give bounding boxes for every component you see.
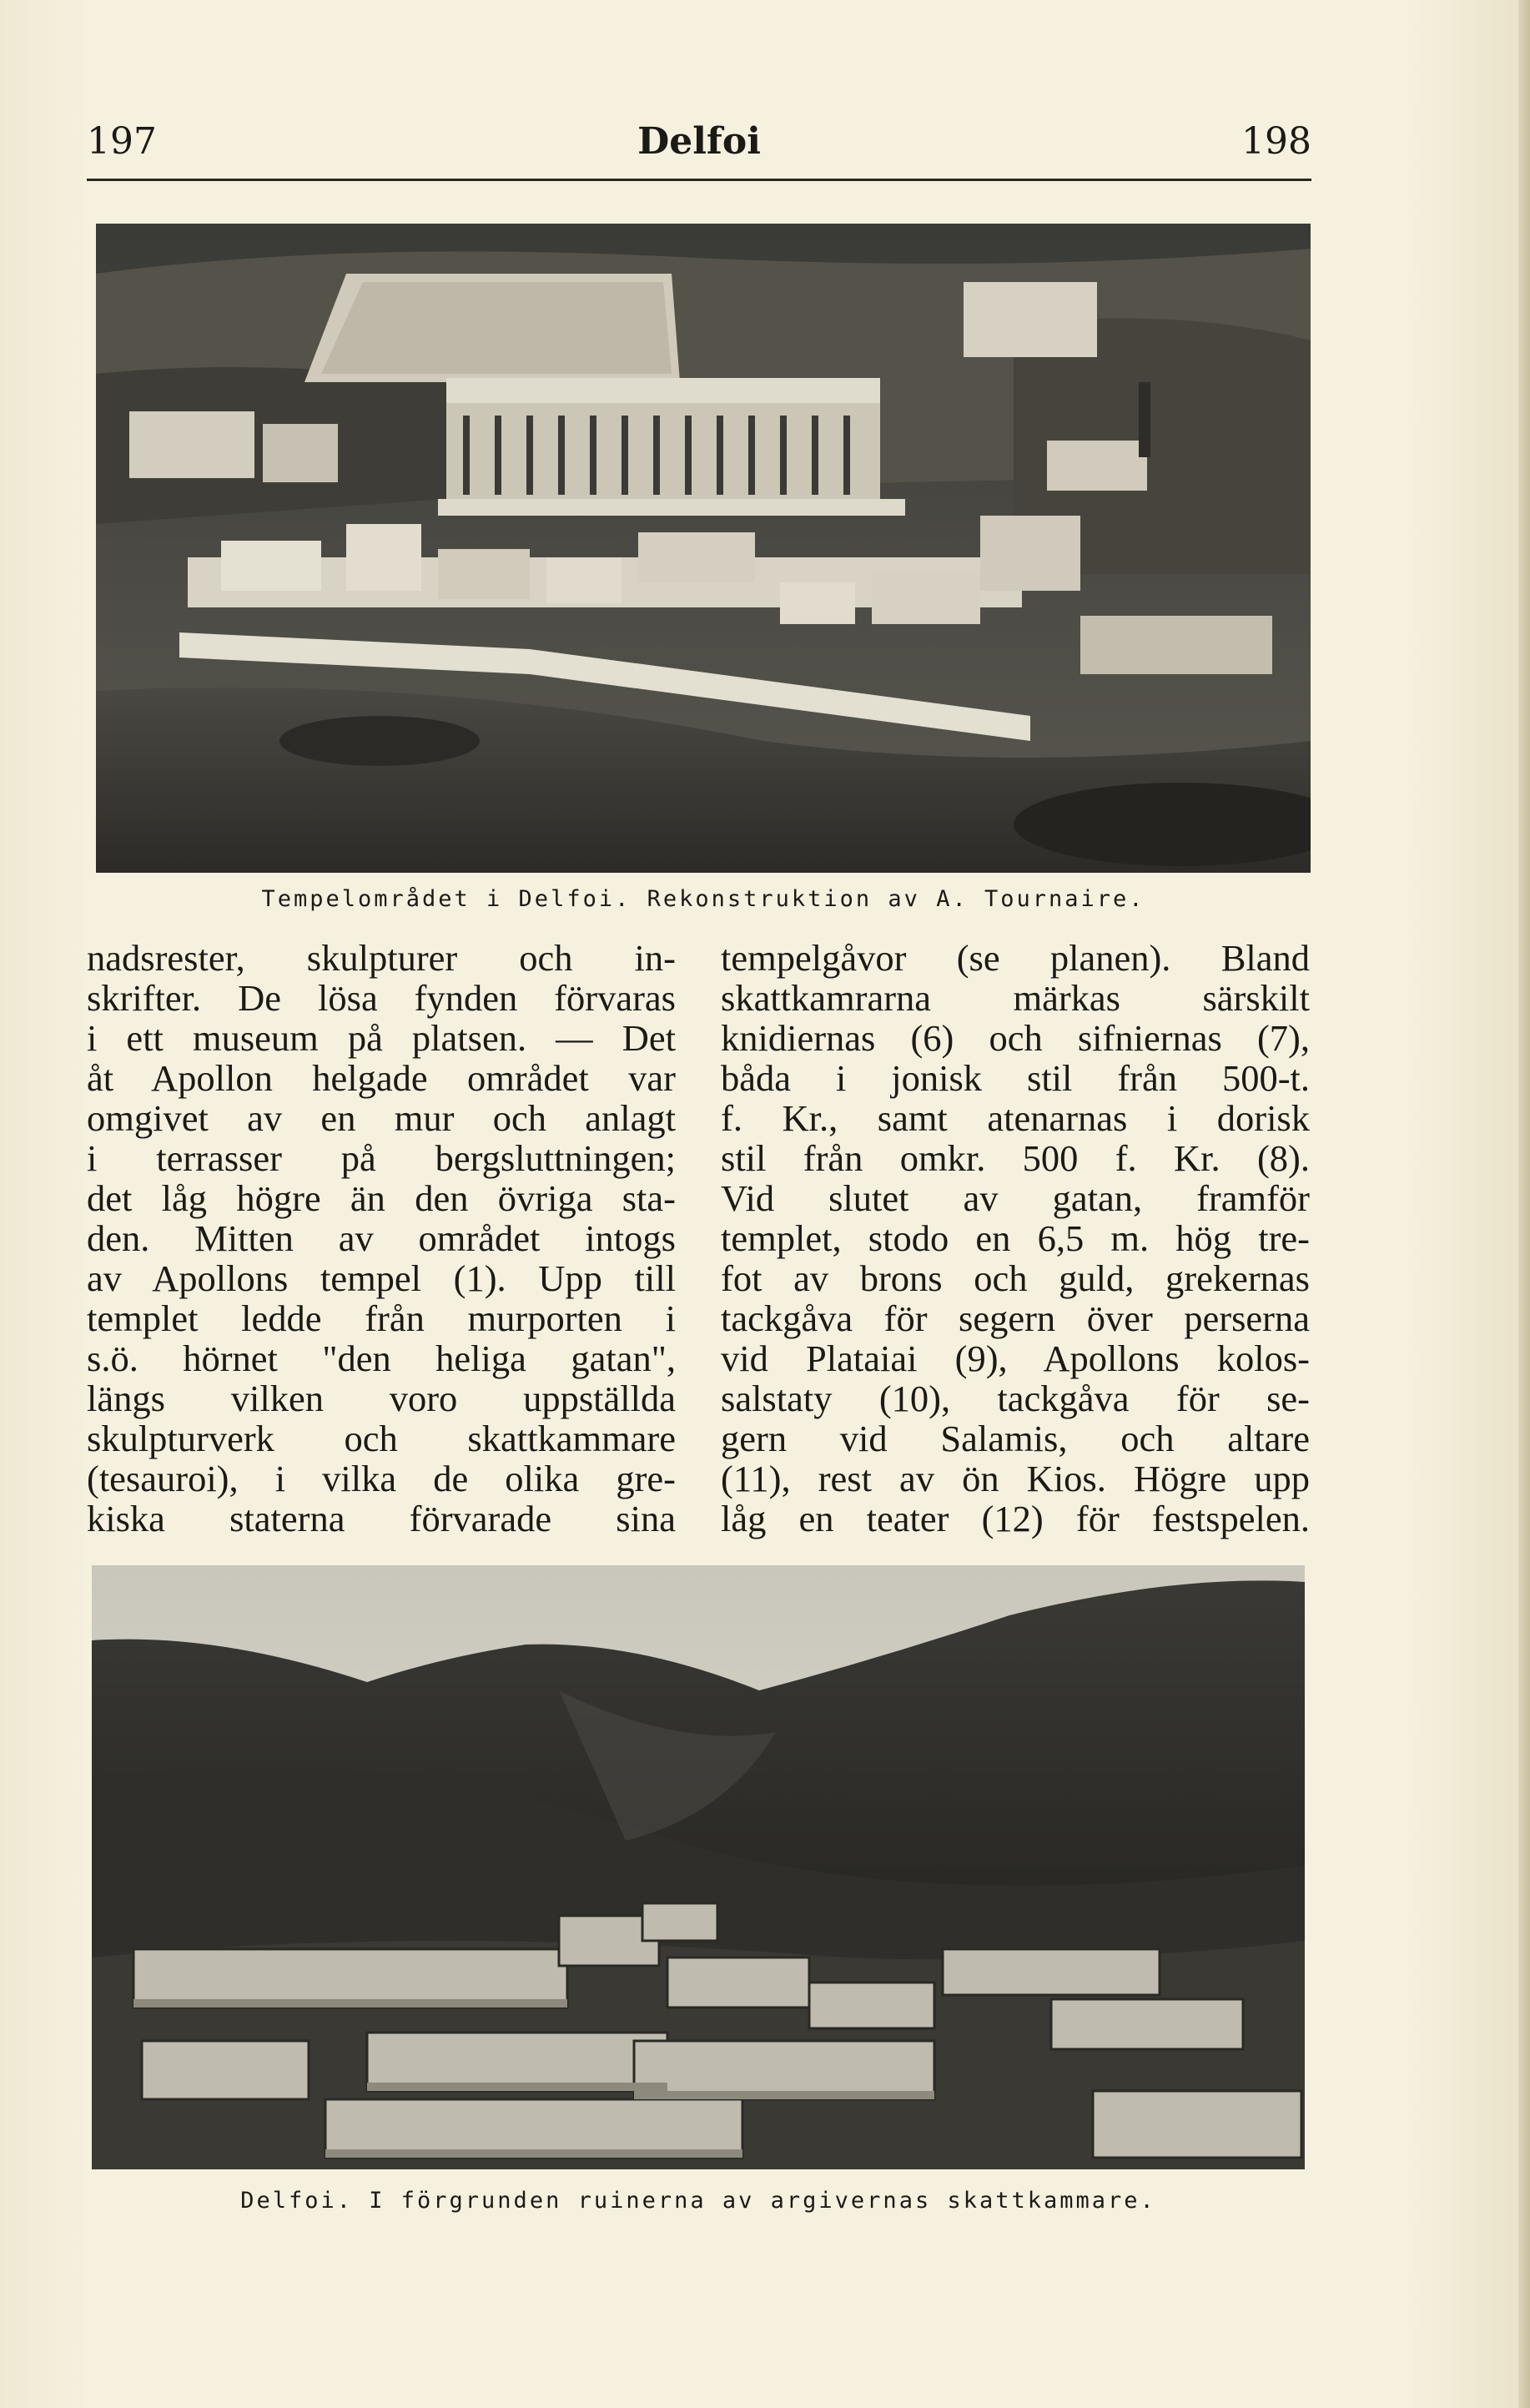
text-line: det låg högre än den övriga sta- [87, 1177, 676, 1219]
text-line: gern vid Salamis, och altare [721, 1418, 1310, 1459]
text-line: (11), rest av ön Kios. Högre upp [721, 1458, 1310, 1499]
text-line: knidiernas (6) och sifniernas (7), [721, 1017, 1310, 1059]
text-line: skulpturverk och skattkammare [87, 1418, 676, 1459]
text-line: (tesauroi), i vilka de olika gre- [87, 1458, 676, 1499]
text-line: vid Plataiai (9), Apollons kolos- [721, 1337, 1310, 1379]
top-figure-caption: Tempelområdet i Delfoi. Rekonstruktion av A. Tournaire. [261, 886, 1145, 912]
text-line: nadsrester, skulpturer och in- [87, 937, 676, 979]
text-line: tackgåva för segern över perserna [721, 1297, 1310, 1339]
text-line: den. Mitten av området intogs [87, 1217, 676, 1259]
page-number-left: 197 [87, 120, 157, 163]
temple-reconstruction-image [96, 224, 1311, 873]
text-line: templet, stodo en 6,5 m. hög tre- [721, 1217, 1310, 1259]
text-line: stil från omkr. 500 f. Kr. (8). [721, 1137, 1310, 1179]
delphi-ruins-photo [92, 1565, 1305, 2169]
text-line: templet ledde från murporten i [87, 1297, 676, 1339]
text-line: salstaty (10), tackgåva för se- [721, 1378, 1310, 1419]
text-line: s.ö. hörnet "den heliga gatan", [87, 1337, 676, 1379]
text-line: Vid slutet av gatan, framför [721, 1177, 1310, 1219]
text-line: längs vilken voro uppställda [87, 1378, 676, 1419]
text-line: i ett museum på platsen. — Det [87, 1017, 676, 1059]
text-line: av Apollons tempel (1). Upp till [87, 1257, 676, 1299]
page-header [87, 118, 1311, 169]
text-line: skrifter. De lösa fynden förvaras [87, 977, 676, 1019]
text-column-left [87, 938, 676, 1539]
text-line: f. Kr., samt atenarnas i dorisk [721, 1097, 1310, 1139]
header-rule [87, 179, 1311, 181]
text-line: fot av brons och guld, grekernas [721, 1257, 1310, 1299]
text-line: kiska staterna förvarade sina [87, 1498, 676, 1539]
text-line: åt Apollon helgade området var [87, 1057, 676, 1099]
text-line: tempelgåvor (se planen). Bland [721, 937, 1310, 979]
page-edge [1518, 0, 1530, 2408]
text-line: skattkamrarna märkas särskilt [721, 977, 1310, 1019]
text-line: låg en teater (12) för festspelen. [721, 1498, 1310, 1539]
running-title: Delfoi [637, 120, 761, 163]
text-line: båda i jonisk stil från 500-t. [721, 1057, 1310, 1099]
bottom-figure-caption: Delfoi. I förgrunden ruinerna av argivernas skattkammare. [240, 2188, 1156, 2214]
text-column-right [721, 938, 1310, 1539]
text-line: i terrasser på bergsluttningen; [87, 1137, 676, 1179]
page-number-right: 198 [1241, 120, 1311, 163]
text-line: omgivet av en mur och anlagt [87, 1097, 676, 1139]
